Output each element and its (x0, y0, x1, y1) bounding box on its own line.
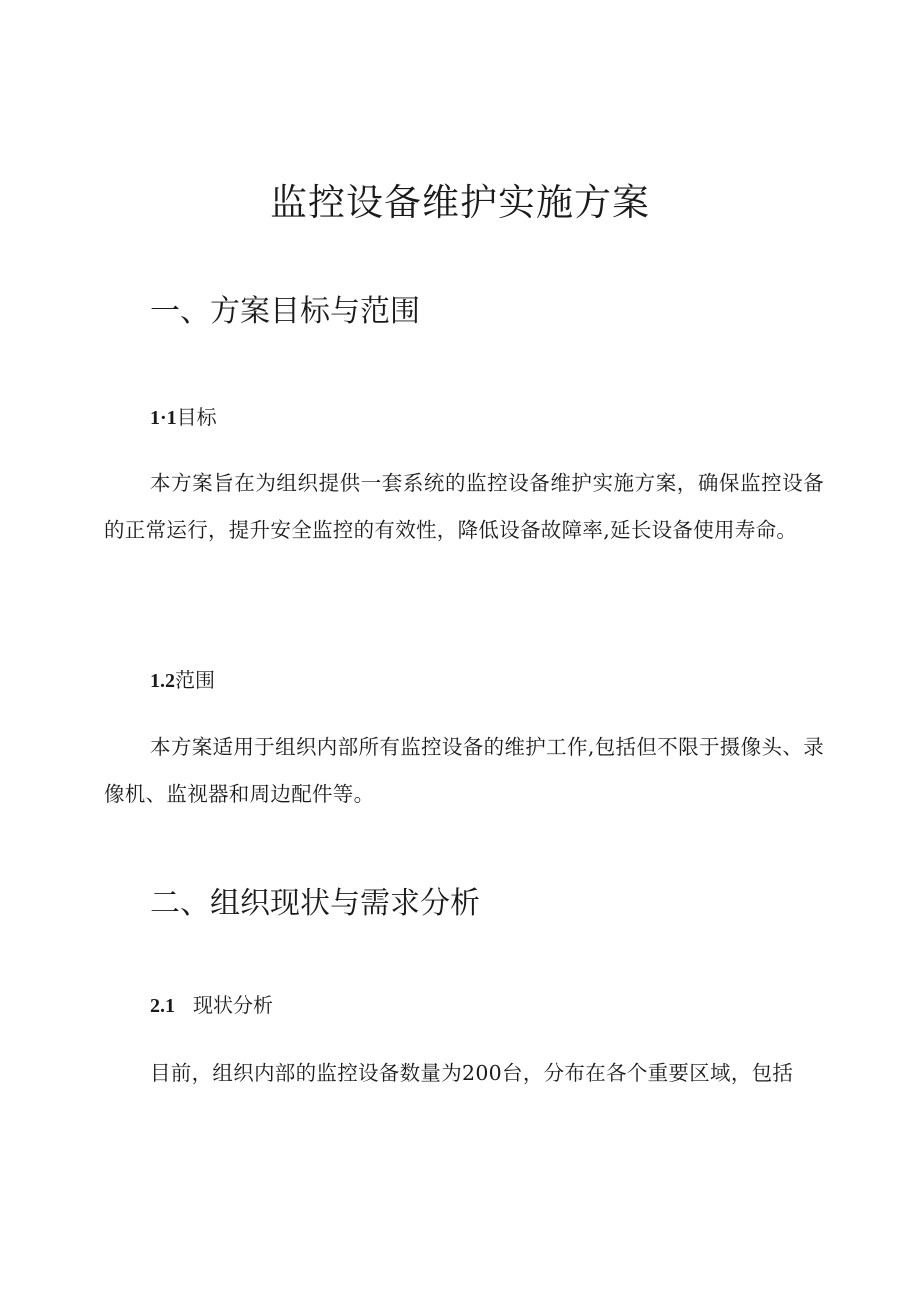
paragraph-1-2: 本方案适用于组织内部所有监控设备的维护工作,包括但不限于摄像头、录像机、监视器和周边配件等。 (104, 735, 824, 806)
subsection-heading-1-2 (150, 665, 215, 696)
subsection-label: 目标 (176, 405, 217, 429)
document-title: 监控设备维护实施方案 (270, 181, 650, 224)
subsection-label: 现状分析 (193, 993, 273, 1017)
subsection-heading-2-1 (150, 990, 273, 1021)
subsection-number: 2.1 (150, 995, 175, 1017)
subsection-number: 1·1 (150, 407, 177, 429)
section-heading-1: 一、方案目标与范围 (150, 294, 420, 329)
subsection-label: 范围 (175, 668, 215, 692)
paragraph-1-1: 本方案旨在为组织提供一套系统的监控设备维护实施方案，确保监控设备的正常运行，提升安全监控的有效性，降低设备故障率,延长设备使用寿命。 (104, 471, 824, 542)
subsection-heading-1-1 (150, 402, 217, 433)
paragraph-2-1: 目前，组织内部的监控设备数量为200台，分布在各个重要区域，包括 (150, 1061, 794, 1085)
section-heading-2: 二、组织现状与需求分析 (150, 886, 480, 921)
subsection-number: 1.2 (150, 670, 175, 692)
